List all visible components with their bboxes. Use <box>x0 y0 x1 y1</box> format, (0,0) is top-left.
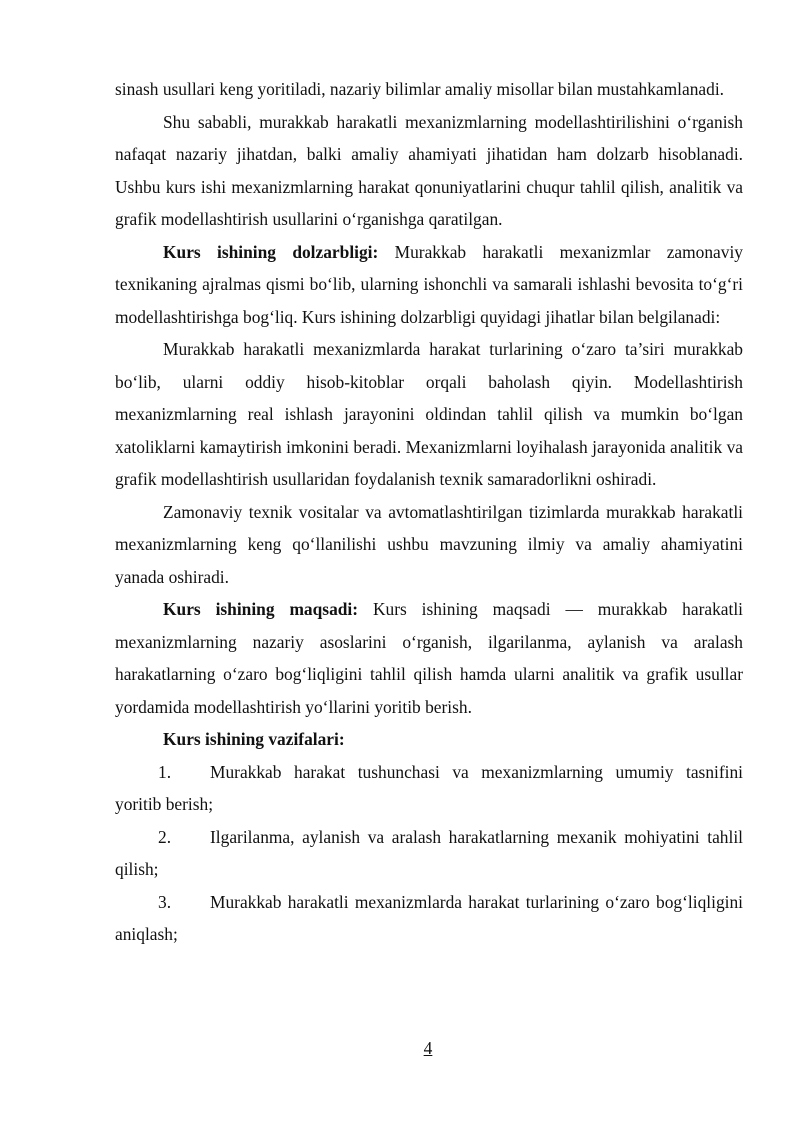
list-item <box>115 756 743 821</box>
paragraph-tasks-heading <box>115 723 743 756</box>
list-item <box>115 886 743 951</box>
paragraph-relevance-intro: Shu sababli, murakkab harakatli mexanizmlarning modellashtirilishini o‘rganish nafaqat nazariy jihatdan, balki amaliy ahamiyati jihatidan ham dolzarb hisoblanadi. Ushbu kurs ishi mexanizmlarning harakat qonuniyatlarini chuqur tahlil qilish, analitik va grafik modellashtirish usullarini o‘rganishga qaratilgan. <box>115 111 743 229</box>
paragraph-goal <box>115 593 743 723</box>
paragraph-modern-systems: Zamonaviy texnik vositalar va avtomatlashtirilgan tizimlarda murakkab harakatli mexanizmlarning keng qo‘llanilishi ushbu mavzuning ilmiy va amaliy ahamiyatini yanada oshiradi. <box>115 501 743 587</box>
list-item-text: Murakkab harakat tushunchasi va mexanizmlarning umumiy tasnifini yoritib berish; <box>115 761 743 814</box>
paragraph-continuation: sinash usullari keng yoritiladi, nazariy bilimlar amaliy misollar bilan mustahkamlanadi. <box>115 79 725 99</box>
document-page <box>115 73 743 951</box>
tasks-list <box>115 756 743 951</box>
goal-body: Kurs ishining maqsadi — murakkab harakatli mexanizmlarning nazariy asoslarini o‘rganish, ilgarilanma, aylanish va aralash harakatlarning o‘zaro bog‘liqligini tahlil qilish hamda ularni analitik va grafik usullar yordamida modellashtirish yo‘llarini yoritib berish. <box>115 599 743 717</box>
relevance-body: Murakkab harakatli mexanizmlar zamonaviy texnikaning ajralmas qismi bo‘lib, ularning ishonchli va samarali ishlashi bevosita to‘g‘ri modellashtirishga bog‘liq. Kurs ishining dolzarbligi quyidagi jihatlar bilan belgilanadi: <box>115 241 743 327</box>
list-item-number: 1. <box>158 761 172 782</box>
list-item <box>115 821 743 886</box>
tasks-heading: Kurs ishining vazifalari: <box>163 729 345 749</box>
list-item-number: 2. <box>158 826 172 847</box>
list-item-text: Murakkab harakatli mexanizmlarda harakat turlarining o‘zaro bog‘liqligini aniqlash; <box>115 891 743 944</box>
page-number: 4 <box>423 1038 433 1058</box>
list-item-number: 3. <box>158 891 172 912</box>
paragraph-relevance <box>115 236 743 334</box>
goal-heading: Kurs ishining maqsadi: <box>163 599 359 619</box>
list-item-text: Ilgarilanma, aylanish va aralash harakatlarning mexanik mohiyatini tahlil qilish; <box>115 826 743 879</box>
relevance-heading: Kurs ishining dolzarbligi: <box>163 241 379 262</box>
paragraph-modeling: Murakkab harakatli mexanizmlarda harakat turlarining o‘zaro ta’siri murakkab bo‘lib, ularni oddiy hisob-kitoblar orqali baholash qiyin. Modellashtirish mexanizmlarning real ishlash jarayonini oldindan tahlil qilish va mumkin bo‘lgan xatoliklarni kamaytirish imkonini beradi. Mexanizmlarni loyihalash jarayonida analitik va grafik modellashtirish usullaridan foydalanish texnik samaradorlikni oshiradi. <box>115 339 743 489</box>
